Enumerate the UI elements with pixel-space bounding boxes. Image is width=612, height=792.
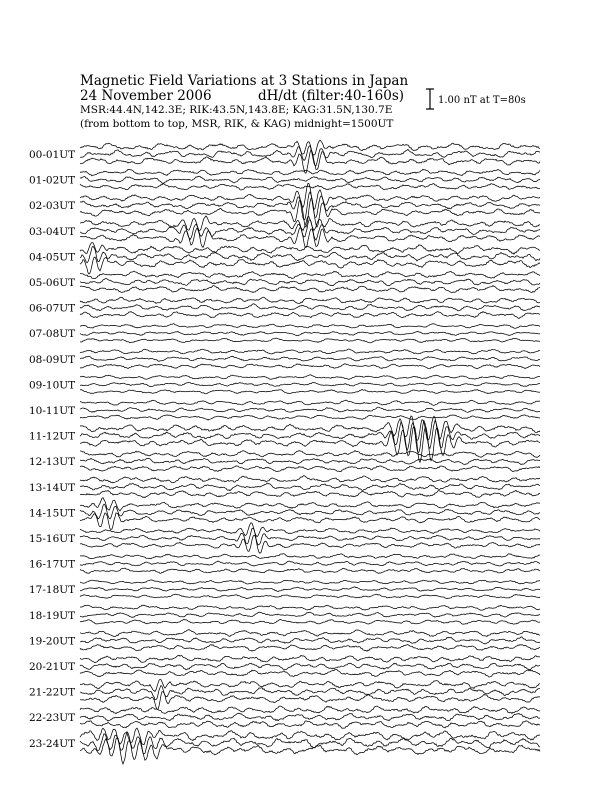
- station-order-note: (from bottom to top, MSR, RIK, & KAG) midnight=1500UT: [80, 118, 394, 130]
- trace-msr-07-08ut: [80, 338, 540, 343]
- trace-msr-16-17ut: [80, 568, 540, 573]
- trace-msr-12-13ut: [80, 466, 540, 472]
- trace-kag-21-22ut: [80, 679, 540, 691]
- trace-kag-03-04ut: [80, 216, 540, 231]
- trace-rik-18-19ut: [80, 612, 540, 617]
- trace-rik-11-12ut: [80, 421, 540, 453]
- trace-msr-23-24ut: [80, 738, 540, 764]
- trace-rik-19-20ut: [80, 637, 540, 644]
- hour-labels: [29, 149, 75, 750]
- trace-kag-12-13ut: [80, 451, 540, 458]
- trace-msr-09-10ut: [80, 389, 540, 393]
- hour-label: 19-20UT: [29, 635, 76, 648]
- trace-kag-08-09ut: [80, 349, 540, 354]
- trace-kag-18-19ut: [80, 605, 540, 610]
- hour-label: 01-02UT: [29, 174, 76, 187]
- trace-msr-05-06ut: [80, 286, 540, 293]
- hour-label: 23-24UT: [29, 737, 76, 750]
- hour-label: 12-13UT: [29, 456, 76, 469]
- trace-kag-04-05ut: [80, 242, 540, 254]
- hour-label: 18-19UT: [29, 609, 76, 622]
- trace-msr-17-18ut: [80, 594, 540, 599]
- trace-rik-22-23ut: [80, 713, 540, 721]
- hour-label: 22-23UT: [29, 712, 76, 725]
- hour-label: 14-15UT: [29, 507, 76, 520]
- trace-msr-08-09ut: [80, 364, 540, 369]
- hour-label: 00-01UT: [29, 149, 76, 161]
- hour-label: 05-06UT: [29, 277, 76, 289]
- trace-msr-13-14ut: [80, 490, 540, 497]
- hour-label: 21-22UT: [29, 686, 76, 699]
- trace-rik-08-09ut: [80, 356, 540, 361]
- trace-rik-12-13ut: [80, 458, 540, 464]
- trace-rik-13-14ut: [80, 483, 540, 491]
- trace-kag-17-18ut: [80, 580, 540, 584]
- trace-msr-20-21ut: [80, 670, 540, 678]
- trace-kag-13-14ut: [80, 476, 540, 483]
- trace-msr-03-04ut: [80, 228, 540, 248]
- trace-kag-22-23ut: [80, 706, 540, 714]
- trace-kag-01-02ut: [80, 169, 540, 176]
- hour-label: 15-16UT: [29, 533, 76, 545]
- trace-kag-10-11ut: [80, 400, 540, 405]
- trace-rik-05-06ut: [80, 278, 540, 286]
- hour-label: 04-05UT: [29, 251, 76, 264]
- trace-msr-14-15ut: [80, 513, 540, 530]
- hour-label: 09-10UT: [29, 379, 76, 392]
- hour-label: 07-08UT: [29, 328, 76, 341]
- hour-label: 11-12UT: [29, 430, 76, 443]
- trace-msr-19-20ut: [80, 645, 540, 652]
- trace-rik-10-11ut: [80, 407, 540, 412]
- trace-kag-16-17ut: [80, 554, 540, 559]
- station-coordinates: MSR:44.4N,142.3E; RIK:43.5N,143.8E; KAG:31.5N,130.7E: [80, 104, 393, 116]
- hour-label: 03-04UT: [29, 225, 76, 238]
- trace-msr-06-07ut: [80, 312, 540, 319]
- trace-msr-18-19ut: [80, 619, 540, 624]
- trace-msr-22-23ut: [80, 721, 540, 729]
- trace-rik-16-17ut: [80, 561, 540, 566]
- trace-kag-19-20ut: [80, 630, 540, 637]
- hour-label: 02-03UT: [29, 200, 76, 213]
- filter-label: dH/dt (filter:40-160s): [258, 88, 405, 104]
- trace-kag-23-24ut: [80, 728, 540, 745]
- trace-rik-07-08ut: [80, 332, 540, 336]
- trace-rik-09-10ut: [80, 383, 540, 387]
- hour-label: 10-11UT: [29, 405, 76, 417]
- trace-rik-01-02ut: [80, 176, 540, 183]
- hour-label: 08-09UT: [29, 353, 76, 366]
- trace-kag-20-21ut: [80, 655, 540, 663]
- traces: [80, 140, 540, 764]
- trace-rik-20-21ut: [80, 663, 540, 670]
- date-label: 24 November 2006: [80, 88, 212, 104]
- trace-kag-14-15ut: [80, 498, 540, 511]
- trace-kag-15-16ut: [80, 523, 540, 537]
- trace-kag-06-07ut: [80, 297, 540, 304]
- hour-label: 17-18UT: [29, 584, 76, 597]
- trace-kag-07-08ut: [80, 324, 540, 329]
- hour-label: 06-07UT: [29, 302, 76, 315]
- hour-label: 13-14UT: [29, 481, 76, 494]
- hour-label: 20-21UT: [29, 661, 76, 673]
- trace-kag-05-06ut: [80, 271, 540, 279]
- hour-label: 16-17UT: [29, 558, 76, 571]
- trace-msr-21-22ut: [80, 692, 540, 710]
- trace-kag-09-10ut: [80, 375, 540, 379]
- scale-label: 1.00 nT at T=80s: [438, 95, 526, 106]
- chart-title: Magnetic Field Variations at 3 Stations in Japan: [80, 73, 409, 89]
- trace-msr-10-11ut: [80, 415, 540, 420]
- trace-rik-06-07ut: [80, 304, 540, 311]
- trace-rik-14-15ut: [80, 504, 540, 519]
- trace-rik-17-18ut: [80, 587, 540, 592]
- trace-msr-04-05ut: [80, 257, 540, 274]
- trace-kag-02-03ut: [80, 183, 540, 209]
